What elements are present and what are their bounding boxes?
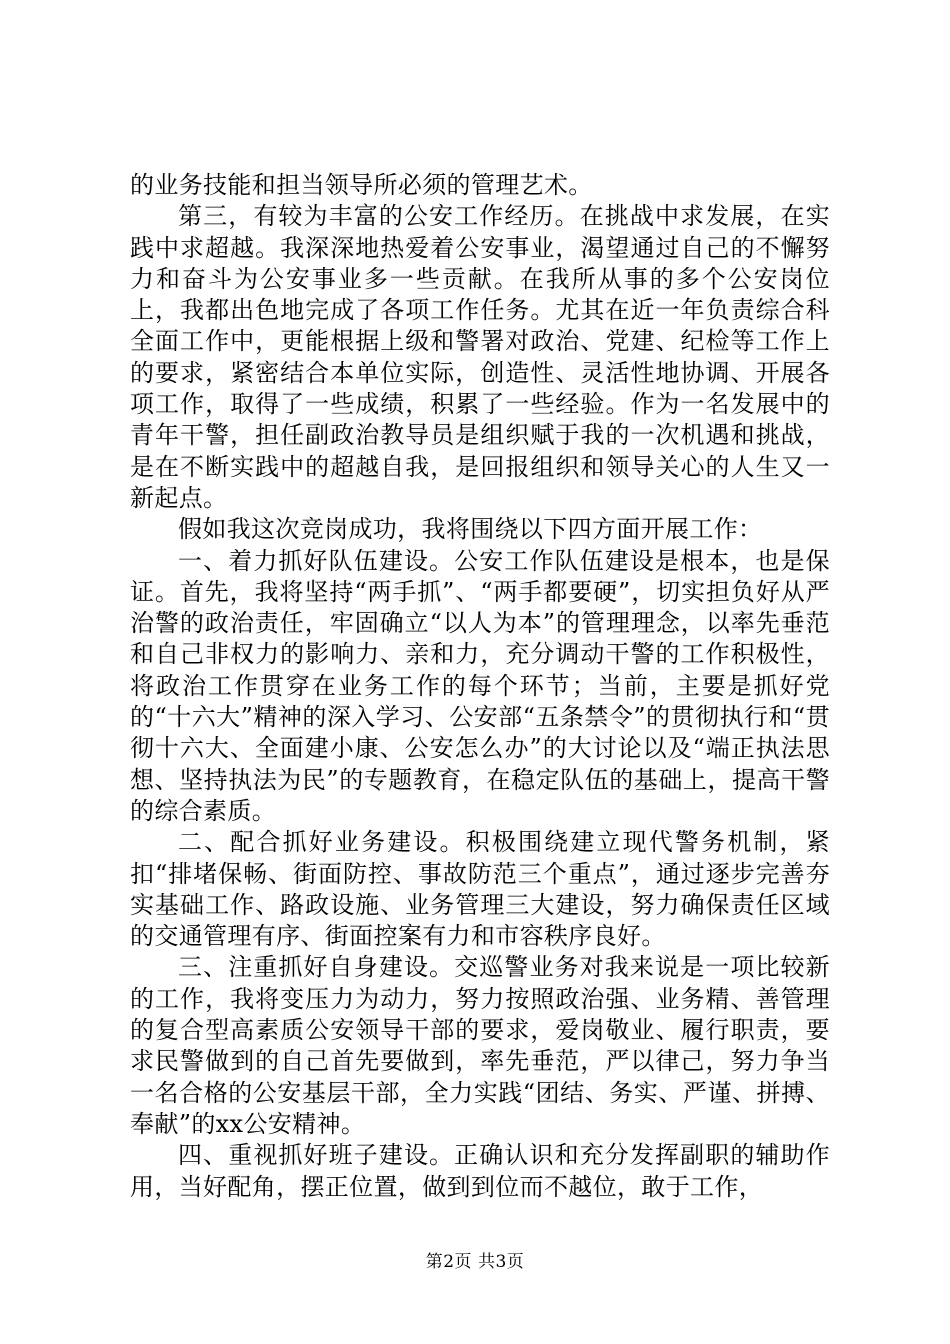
paragraph-leadership-building: 四、重视抓好班子建设。正确认识和充分发挥副职的辅助作用，当好配角，摆正位置，做到到位而不越位，敢于工作， [130, 1141, 830, 1201]
paragraph-self-building: 三、注重抓好自身建设。交巡警业务对我来说是一项比较新的工作，我将变压力为动力，努力按照政治强、业务精、善管理的复合型高素质公安领导干部的要求，爱岗敬业、履行职责，要求民警做到的自己首先要做到，率先垂范，严以律己，努力争当一名合格的公安基层干部，全力实践“团结、务实、严谨、拼搏、奉献”的xx公安精神。 [130, 953, 830, 1138]
paragraph-business-building: 二、配合抓好业务建设。积极围绕建立现代警务机制，紧扣“排堵保畅、街面防控、事故防范三个重点”，通过逐步完善夯实基础工作、路政设施、业务管理三大建设，努力确保责任区域的交通管理有序、街面控案有力和市容秩序良好。 [130, 828, 830, 951]
document-body [130, 170, 830, 1203]
paragraph-work-plan-intro: 假如我这次竞岗成功，我将围绕以下四方面开展工作： [178, 515, 763, 544]
paragraph-third-point: 第三，有较为丰富的公安工作经历。在挑战中求发展，在实践中求超越。我深深地热爱着公安事业，渴望通过自己的不懈努力和奋斗为公安事业多一些贡献。在我所从事的多个公安岗位上，我都出色地完成了各项工作任务。尤其在近一年负责综合科全面工作中，更能根据上级和警署对政治、党建、纪检等工作上的要求，紧密结合本单位实际，创造性、灵活性地协调、开展各项工作，取得了一些成绩，积累了一些经验。作为一名发展中的青年干警，担任副政治教导员是组织赋于我的一次机遇和挑战，是在不断实践中的超越自我，是回报组织和领导关心的人生又一新起点。 [130, 202, 830, 512]
page-number-footer: 第2页 共3页 [425, 1252, 525, 1272]
paragraph-continuation: 的业务技能和担当领导所必须的管理艺术。 [130, 171, 593, 199]
paragraph-team-building: 一、着力抓好队伍建设。公安工作队伍建设是根本，也是保证。首先，我将坚持“两手抓”、“两手都要硬”，切实担负好从严治警的政治责任，牢固确立“以人为本”的管理理念，以率先垂范和自己非权力的影响力、亲和力，充分调动干警的工作积极性，将政治工作贯穿在业务工作的每个环节；当前，主要是抓好党的“十六大”精神的深入学习、公安部“五条禁令”的贯彻执行和“贯彻十六大、全面建小康、公安怎么办”的大讨论以及“端正执法思想、坚持执法为民”的专题教育，在稳定队伍的基础上，提高干警的综合素质。 [130, 546, 830, 825]
